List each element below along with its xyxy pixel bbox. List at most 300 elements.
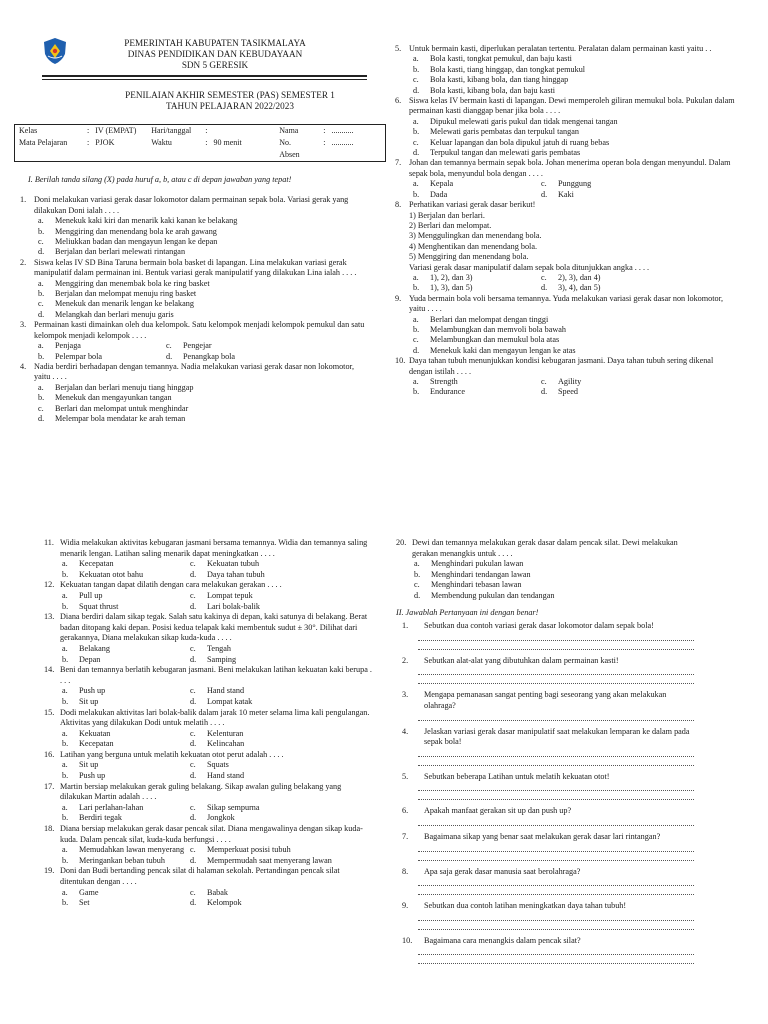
option-text: Squats [207, 760, 229, 770]
q-text: Latihan yang berguna untuk melatih kekuatan otot perut adalah . . . . [60, 749, 284, 759]
option-b[interactable]: b. Melambungkan dan memvoli bola bawah [413, 324, 566, 334]
option-d[interactable]: d. Jongkok [190, 813, 235, 823]
option-text: 1), 2), dan 3) [430, 272, 473, 282]
q-num: 1. [20, 195, 27, 205]
option-a[interactable]: a. Memudahkan lawan menyerang [62, 845, 185, 855]
option-c[interactable]: c. Bola kasti, kibang bola, dan tiang hinggap [413, 75, 569, 85]
option-text: Kaki [558, 189, 574, 199]
q-text: Diana berdiri dalam sikap tegak. Salah satu kakinya di depan, kaki satunya di belakang. Berat badan ditopang kaki depan. Posisi kedua telapak kaki membentuk sudut ± 30°. Dilihat dari gerakannya, Diana melakukan sikap kuda-kuda . . . . [60, 612, 368, 643]
kelas-sep: : [87, 126, 90, 135]
answer-line[interactable] [418, 877, 694, 886]
answer-line[interactable] [418, 843, 694, 852]
option-b[interactable]: b. Berdiri tegak [62, 813, 122, 823]
q-text: Permainan kasti dimainkan oleh dua kelompok. Satu kelompok menjadi kelompok pemukul dan satu kelompok menjadi kelompok . . . . [34, 320, 365, 340]
option-text: Menghindari pukulan lawan [431, 559, 524, 569]
q-num: 6. [395, 96, 402, 106]
nama-value: ........... [331, 126, 354, 135]
option-a[interactable]: a. Menggiring dan menembak bola ke ring basket [38, 278, 210, 288]
q-text: Martin bersiap melakukan gerak guling belakang. Sikap awalan guling belakang yang dilakukan Martin adalah . . . . [60, 781, 342, 802]
option-text: Lompat tepuk [207, 590, 253, 600]
essay-text: Sebutkan dua contoh variasi gerak dasar lokomotor dalam sepak bola! [424, 621, 654, 631]
option-c[interactable]: c. Melambungkan dan memukul bola atas [413, 335, 560, 345]
option-text: Melempar bola mendatar ke arah teman [55, 413, 186, 423]
essay-num: 8. [402, 866, 409, 876]
nama-label: Nama [279, 126, 299, 135]
q-num: 20. [396, 538, 407, 547]
option-c[interactable]: c. Babak [190, 887, 228, 897]
option-text: 2), 3), dan 4) [558, 272, 601, 282]
q-num: 3. [20, 320, 27, 330]
option-b[interactable]: b. Dada [413, 189, 448, 199]
option-c[interactable]: c. Pengejar [166, 341, 212, 351]
option-text: Memperkuat posisi tubuh [207, 845, 291, 855]
question-20 [396, 538, 694, 602]
option-text: Pelempar bola [55, 351, 103, 361]
q-num: 19. [44, 866, 55, 876]
question-19 [44, 866, 374, 908]
answer-line[interactable] [418, 632, 694, 641]
option-d[interactable]: d. Melempar bola mendatar ke arah teman [38, 413, 186, 423]
option-text: Menghindari tendangan lawan [431, 569, 531, 579]
option-a[interactable]: a. Strength [413, 377, 458, 386]
q-text: Nadia berdiri berhadapan dengan temannya. Nadia melakukan variasi gerak dasar non lokomotor, yaitu . . . . [34, 361, 354, 382]
essay-text: Bagaimana sikap yang benar saat melakukan gerak dasar lari rintangan? [424, 831, 661, 841]
option-text: Berjalan dan berlari menuju tiang hinggap [55, 382, 194, 392]
essay-6 [396, 806, 694, 826]
option-text: Penjaga [55, 341, 81, 351]
option-b[interactable]: b. Menggiring dan menendang bola ke arah gawang [38, 226, 217, 236]
option-d[interactable]: d. Berjalan dan berlari melewati rintangan [38, 247, 186, 257]
q-num: 10. [395, 356, 406, 366]
option-text: Terpukul tangan dan melewati garis pembatas [430, 148, 581, 158]
answer-line[interactable] [418, 946, 694, 955]
question-1 [20, 195, 365, 257]
essay-num: 9. [402, 901, 409, 911]
q-num: 12. [44, 580, 55, 590]
list-item: 5) Menggiring dan menendang bola. [409, 252, 529, 262]
option-text: Bola kasti, tiang hinggap, dan tongkat pemukul [430, 64, 586, 74]
option-text: Menggiring dan menembak bola ke ring basket [55, 278, 210, 288]
essay-num: 10. [402, 935, 413, 945]
answer-line[interactable] [418, 712, 694, 721]
option-text: Set [79, 898, 90, 908]
header-rule-thin [42, 79, 367, 80]
option-text: Lari perlahan-lahan [79, 802, 144, 812]
q-num: 15. [44, 707, 55, 717]
q-num: 8. [395, 200, 402, 210]
waktu-cell [202, 137, 276, 149]
nama-sep: : [323, 126, 326, 135]
option-text: Menggiring dan menendang bola ke arah gawang [55, 226, 217, 236]
option-b[interactable]: b. Depan [62, 654, 101, 664]
list-item: 2) Berlari dan melompat. [409, 220, 492, 230]
option-text: Bola kasti, kibang bola, dan tiang hinggap [430, 75, 569, 85]
q-num: 5. [395, 44, 402, 53]
option-d[interactable]: d. Samping [190, 654, 237, 664]
option-d[interactable]: d. Lari bolak-balik [190, 601, 260, 611]
option-c[interactable]: c. Squats [190, 760, 229, 770]
q-num: 7. [395, 158, 402, 168]
option-text: Kekuatan tubuh [207, 559, 260, 569]
option-c[interactable]: c. Kelenturan [190, 728, 244, 738]
q-text: Johan dan temannya bermain sepak bola. Johan menerima operan bola dengan menyundul. Dalam sepak bola, menyundul bola dengan . . . . [409, 158, 731, 178]
option-text: Lompat katak [207, 696, 253, 706]
info-table [16, 125, 356, 161]
exam-title-1: PENILAIAN AKHIR SEMESTER (PAS) SEMESTER 1 [125, 90, 335, 100]
option-a[interactable]: a. Pull up [62, 590, 103, 600]
option-text: Menekuk dan mengayunkan tangan [55, 393, 172, 403]
option-a[interactable]: a. Berlari dan melompat dengan tinggi [413, 314, 549, 324]
question-11 [44, 538, 374, 580]
option-text: Kecepatan [79, 739, 114, 749]
q-text: Dodi melakukan aktivitas lari bolak-balik dalam jarak 10 meter selama lima kali pengulangan. Aktivitas yang dilakukan Dodi untuk melatih . . . . [60, 707, 370, 728]
header-line-1: PEMERINTAH KABUPATEN TASIKMALAYA [124, 38, 306, 48]
no-label: No. [279, 138, 292, 147]
option-text: Game [79, 887, 99, 897]
option-d[interactable]: d. 3), 4), dan 5) [541, 283, 601, 293]
option-text: Squat thrust [79, 601, 119, 611]
essay-9 [396, 901, 694, 930]
no-sep: : [323, 138, 326, 147]
essay-text: Apa saja gerak dasar manusia saat berolahraga? [424, 866, 581, 876]
list-item: 4) Menghentikan dan menendang bola. [409, 241, 538, 251]
q-text: Dewi dan temannya melakukan gerak dasar dalam pencak silat. Dewi melakukan gerakan menangkis untuk . . . . [412, 538, 678, 558]
option-b[interactable]: b. Menekuk dan mengayunkan tangan [38, 393, 172, 403]
q-text: Beni dan temannya berlatih kebugaran jasmani. Beni melakukan latihan kekuatan kaki berupa . . . . [60, 665, 372, 685]
absen-label: Absen [279, 150, 300, 159]
mapel-value: PJOK [95, 138, 115, 147]
answer-line[interactable] [418, 886, 694, 895]
option-c[interactable]: c. Keluar lapangan dan bola dipukul jatuh di ruang bebas [413, 137, 610, 147]
option-c[interactable]: c. Agility [541, 377, 582, 386]
option-c[interactable]: c. Punggung [541, 179, 592, 189]
option-d[interactable]: d. Bola kasti, kibang bola, dan baju kasti [413, 85, 556, 95]
option-text: Melewati garis pembatas dan terpukul tangan [430, 127, 579, 137]
q-num: 18. [44, 824, 55, 834]
q-num: 4. [20, 361, 27, 371]
question-18 [44, 824, 374, 866]
q-text: Widia melakukan aktivitas kebugaran jasmani bersama temannya. Widia dan temannya saling menarik lengan. Latihan saling menarik dapat meningkatkan . . . . [60, 538, 368, 558]
option-d[interactable]: d. Kaki [541, 189, 574, 199]
option-b[interactable]: b. Meringankan beban tubuh [62, 855, 165, 865]
answer-line[interactable] [418, 641, 694, 650]
option-c[interactable]: c. Berlari dan melompat untuk menghindar [38, 403, 189, 413]
answer-line[interactable] [418, 666, 694, 675]
answer-line[interactable] [418, 748, 694, 757]
option-d[interactable]: d. Mempermudah saat menyerang lawan [190, 855, 332, 865]
option-text: Depan [79, 654, 101, 664]
left-column-top [20, 172, 365, 424]
option-text: Sit up [79, 760, 99, 770]
answer-line[interactable] [418, 912, 694, 921]
section-2-instruction: II. Jawablah Pertanyaan ini dengan benar! [396, 607, 539, 617]
mapel-sep: : [87, 138, 90, 147]
q-num: 9. [395, 293, 402, 303]
option-d[interactable]: d. Menekuk kaki dan mengayun lengan ke atas [413, 345, 576, 355]
option-text: Berlari dan melompat dengan tinggi [430, 314, 549, 324]
essay-1 [396, 621, 694, 650]
option-c[interactable]: c. Meliukkan badan dan mengayun lengan ke depan [38, 237, 218, 247]
option-text: Belakang [79, 643, 110, 653]
hari-sep: : [205, 126, 208, 135]
option-a[interactable]: a. 1), 2), dan 3) [413, 272, 473, 282]
option-text: Hand stand [207, 686, 245, 696]
exam-title-2: TAHUN PELAJARAN 2022/2023 [166, 100, 294, 111]
option-c[interactable]: c. Hand stand [190, 686, 245, 696]
option-a[interactable]: a. Dipukul melewati garis pukul dan tidak mengenai tangan [413, 116, 618, 126]
kelas-value: IV (EMPAT) [95, 126, 137, 135]
option-c[interactable]: c. Menekuk dan menarik lengan ke belakang [38, 299, 194, 309]
option-text: Push up [79, 686, 106, 696]
option-a[interactable]: a. Lari perlahan-lahan [62, 802, 144, 812]
option-d[interactable]: d. Melangkah dan berlari menuju garis [38, 309, 174, 319]
essay-7 [396, 832, 694, 861]
option-text: Menghindari tebasan lawan [431, 580, 522, 590]
section-1-instruction: I. Berilah tanda silang (X) pada huruf a, b, atau c di depan jawaban yang tepat! [28, 175, 292, 184]
header-line-2: DINAS PENDIDIKAN DAN KEBUDAYAAN [127, 48, 303, 59]
option-text: Berlari dan melompat untuk menghindar [55, 403, 189, 413]
q-text: Doni dan Budi bertanding pencak silat di halaman sekolah. Pertandingan pencak silat ditentukan dengan . . . . [60, 866, 340, 886]
option-text: Agility [558, 377, 582, 386]
option-d[interactable]: d. Hand stand [190, 771, 245, 781]
option-a[interactable]: a. Game [62, 887, 99, 897]
option-b[interactable]: b. Pelempar bola [38, 351, 103, 361]
essay-5 [396, 772, 694, 801]
question-3 [20, 320, 365, 362]
option-text: 3), 4), dan 5) [558, 283, 601, 293]
option-text: Menekuk kaki kiri dan menarik kaki kanan ke belakang [55, 216, 238, 226]
q-text: Siswa kelas IV SD Bina Taruna bermain bola basket di lapangan. Lina melakukan variasi gerak manipulatif dalam permainan ini. Bentuk variasi gerak manipulatif yang dilakukan Lina ialah . . . . [34, 257, 357, 278]
answer-line[interactable] [418, 955, 694, 964]
question-6 [395, 96, 735, 158]
option-b[interactable]: b. Menghindari tendangan lawan [414, 569, 531, 579]
option-text: Melambungkan dan memukul bola atas [430, 335, 560, 345]
answer-line[interactable] [418, 921, 694, 930]
option-text: Menekuk kaki dan mengayun lengan ke atas [430, 345, 576, 355]
header-line-3: SDN 5 GERESIK [181, 59, 249, 70]
option-d[interactable]: d. Terpukul tangan dan melewati garis pembatas [413, 148, 581, 158]
option-text: Daya tahan tubuh [207, 569, 265, 579]
q-num: 16. [44, 749, 55, 759]
option-a[interactable]: a. Sit up [62, 760, 99, 770]
essay-text: Mengapa pemanasan sangat penting bagi seseorang yang akan melakukan olahraga? [424, 690, 667, 710]
right-column-bottom [396, 538, 694, 970]
question-8 [395, 200, 735, 294]
option-text: Membendung pukulan dan tendangan [431, 590, 555, 600]
essay-text: Sebutkan dua contoh latihan meningkatkan daya tahan tubuh! [424, 901, 627, 911]
option-text: Penangkap bola [183, 351, 236, 361]
waktu-value: 90 menit [213, 138, 242, 147]
option-a[interactable]: a. Menghindari pukulan lawan [414, 559, 524, 569]
q-text: Kekuatan tangan dapat dilatih dengan cara melakukan gerakan . . . . [60, 580, 282, 590]
option-text: Meringankan beban tubuh [79, 855, 165, 865]
question-2 [20, 258, 365, 320]
school-header [70, 38, 360, 70]
q-text: Siswa kelas IV bermain kasti di lapangan. Dewi memperoleh giliran memukul bola. Pukulan dalam permainan kasti dianggap benar jika bola . . . . [409, 96, 735, 116]
option-b[interactable]: b. Kecepatan [62, 739, 114, 749]
option-c[interactable]: c. Sikap sempurna [190, 802, 260, 812]
option-text: Hand stand [207, 771, 245, 781]
option-c[interactable]: c. Kekuatan tubuh [190, 559, 260, 569]
option-text: Kekuatan otot bahu [79, 569, 144, 579]
option-text: Meliukkan badan dan mengayun lengan ke depan [55, 237, 218, 247]
option-text: 1), 3), dan 5) [430, 283, 473, 293]
option-text: Dipukul melewati garis pukul dan tidak mengenai tangan [430, 116, 618, 126]
option-text: Mempermudah saat menyerang lawan [207, 855, 332, 865]
option-text: Berjalan dan melompat menuju ring basket [55, 289, 197, 299]
essay-2 [396, 656, 694, 685]
option-c[interactable]: c. Lompat tepuk [190, 590, 253, 600]
essay-num: 7. [402, 831, 409, 841]
essay-text: Sebutkan beberapa Latihan untuk melatih kekuatan otot! [424, 771, 610, 781]
essay-8 [396, 867, 694, 896]
option-b[interactable]: b. Squat thrust [62, 601, 119, 611]
waktu-label: Waktu [151, 138, 172, 147]
option-text: Speed [558, 387, 579, 397]
right-column-top [395, 44, 735, 398]
option-text: Pengejar [183, 341, 212, 351]
header-rule-thick [42, 75, 367, 77]
option-b[interactable]: b. Set [62, 898, 90, 908]
option-text: Babak [207, 887, 228, 897]
q-num: 14. [44, 665, 55, 675]
option-b[interactable]: b. Berjalan dan melompat menuju ring basket [38, 289, 197, 299]
option-text: Samping [207, 654, 237, 664]
option-b[interactable]: b. Kekuatan otot bahu [62, 569, 144, 579]
q-num: 11. [44, 538, 54, 547]
question-12 [44, 580, 374, 612]
option-text: Strength [430, 377, 458, 386]
question-10 [395, 356, 735, 398]
option-text: Dada [430, 189, 448, 199]
essay-text: Jelaskan variasi gerak dasar manipulatif saat melakukan lemparan ke dalam pada sepak bola! [424, 726, 690, 747]
essay-10 [396, 936, 694, 965]
option-text: Sit up [79, 696, 99, 706]
essay-num: 4. [402, 726, 409, 736]
essay-4 [396, 727, 694, 766]
list-item: 1) Berjalan dan berlari. [409, 210, 485, 220]
option-c[interactable]: c. Menghindari tebasan lawan [414, 580, 522, 590]
question-4 [20, 362, 365, 424]
answer-line[interactable] [418, 757, 694, 766]
exam-title [70, 90, 390, 112]
option-a[interactable]: a. Belakang [62, 643, 110, 653]
option-d[interactable]: d. Penangkap bola [166, 351, 236, 361]
answer-line[interactable] [418, 791, 694, 800]
option-d[interactable]: d. Speed [541, 387, 579, 397]
q-num: 13. [44, 612, 55, 622]
essay-text: Sebutkan alat-alat yang dibutuhkan dalam permainan kasti! [424, 655, 619, 665]
answer-line[interactable] [418, 675, 694, 684]
answer-line[interactable] [418, 817, 694, 826]
q-text: Doni melakukan variasi gerak dasar lokomotor dalam permainan sepak bola. Variasi gerak yang dilakukan Doni ialah . . . . [34, 195, 349, 215]
option-c[interactable]: c. Memperkuat posisi tubuh [190, 845, 291, 855]
option-text: Bola kasti, tongkat pemukul, dan baju kasti [430, 54, 572, 64]
option-a[interactable]: a. Menekuk kaki kiri dan menarik kaki kanan ke belakang [38, 216, 238, 226]
option-a[interactable]: a. Push up [62, 686, 106, 696]
question-7 [395, 158, 735, 200]
option-text: Memudahkan lawan menyerang [79, 845, 185, 855]
question-17 [44, 782, 374, 824]
question-15 [44, 708, 374, 750]
essay-num: 5. [402, 771, 409, 781]
option-text: Pull up [79, 590, 103, 600]
option-text: Push up [79, 771, 106, 781]
option-text: Melambungkan dan memvoli bola bawah [430, 324, 566, 334]
option-text: Kepala [430, 179, 454, 189]
essay-text: Bagaimana cara menangkis dalam pencak silat? [424, 935, 581, 945]
essay-num: 6. [402, 806, 409, 816]
option-a[interactable]: a. Penjaga [38, 341, 81, 351]
option-b[interactable]: b. Sit up [62, 696, 99, 706]
option-b[interactable]: b. 1), 3), dan 5) [413, 283, 473, 293]
option-a[interactable]: a. Berjalan dan berlari menuju tiang hinggap [38, 382, 194, 392]
option-d[interactable]: d. Kelompok [190, 898, 242, 908]
option-text: Keluar lapangan dan bola dipukul jatuh di ruang bebas [430, 137, 610, 147]
tut-wuri-handayani-logo [44, 38, 66, 64]
option-a[interactable]: a. Kekuatan [62, 728, 111, 738]
option-text: Kelincahan [207, 739, 245, 749]
option-c[interactable]: c. 2), 3), dan 4) [541, 272, 601, 282]
option-text: Lari bolak-balik [207, 601, 260, 611]
option-b[interactable]: b. Bola kasti, tiang hinggap, dan tongkat pemukul [413, 64, 586, 74]
mapel-label: Mata Pelajaran [19, 138, 68, 147]
option-text: Jongkok [207, 813, 235, 823]
question-5 [395, 44, 735, 96]
q-text: Diana bersiap melakukan gerak dasar pencak silat. Diana mengawalinya dengan sikap kuda-kuda. Dalam pencak silat, kuda-kuda berfungsi . . . . [60, 824, 363, 844]
option-text: Bola kasti, kibang bola, dan baju kasti [430, 85, 556, 95]
essay-3 [396, 690, 694, 720]
option-d[interactable]: d. Kelincahan [190, 739, 245, 749]
q-text: Daya tahan tubuh menunjukkan kondisi kebugaran jasmani. Daya tahan tubuh sering dikenal dengan istilah . . . . [409, 356, 714, 376]
essay-text: Apakah manfaat gerakan sit up dan push up? [424, 806, 572, 816]
option-b[interactable]: b. Push up [62, 771, 106, 781]
option-text: Tengah [207, 643, 231, 653]
essay-num: 1. [402, 621, 409, 631]
question-13 [44, 612, 374, 665]
option-d[interactable]: d. Daya tahan tubuh [190, 569, 265, 579]
option-a[interactable]: a. Kecepatan [62, 559, 114, 569]
option-d[interactable]: d. Membendung pukulan dan tendangan [414, 590, 555, 600]
question-9 [395, 294, 735, 356]
left-column-bottom [44, 538, 374, 909]
question-14 [44, 665, 374, 707]
q-num: 17. [44, 781, 55, 791]
option-c[interactable]: c. Tengah [190, 643, 231, 653]
option-text: Kelenturan [207, 728, 244, 738]
q-text: Perhatikan variasi gerak dasar berikut! [409, 200, 536, 210]
option-b[interactable]: b. Melewati garis pembatas dan terpukul tangan [413, 127, 579, 137]
q-stem-2: Variasi gerak dasar manipulatif dalam sepak bola ditunjukkan angka . . . . [409, 262, 650, 272]
option-a[interactable]: a. Kepala [413, 179, 454, 189]
option-text: Kecepatan [79, 559, 114, 569]
option-text: Punggung [558, 179, 592, 189]
option-text: Sikap sempurna [207, 802, 260, 812]
q-text: Untuk bermain kasti, diperlukan peralatan tertentu. Peralatan dalam permainan kasti yaitu . . [409, 44, 712, 53]
q-text: Yuda bermain bola voli bersama temannya. Yuda melakukan variasi gerak dasar non lokomotor, yaitu . . . . [409, 293, 724, 314]
option-text: Kelompok [207, 898, 242, 908]
essay-num: 2. [402, 655, 409, 665]
waktu-sep: : [205, 138, 208, 147]
option-b[interactable]: b. Endurance [413, 387, 466, 397]
option-text: Berdiri tegak [79, 813, 122, 823]
option-a[interactable]: a. Bola kasti, tongkat pemukul, dan baju kasti [413, 54, 572, 64]
option-d[interactable]: d. Lompat katak [190, 696, 253, 706]
answer-line[interactable] [418, 852, 694, 861]
answer-line[interactable] [418, 782, 694, 791]
q-num: 2. [20, 257, 27, 267]
option-text: Berjalan dan berlari melewati rintangan [55, 247, 186, 257]
